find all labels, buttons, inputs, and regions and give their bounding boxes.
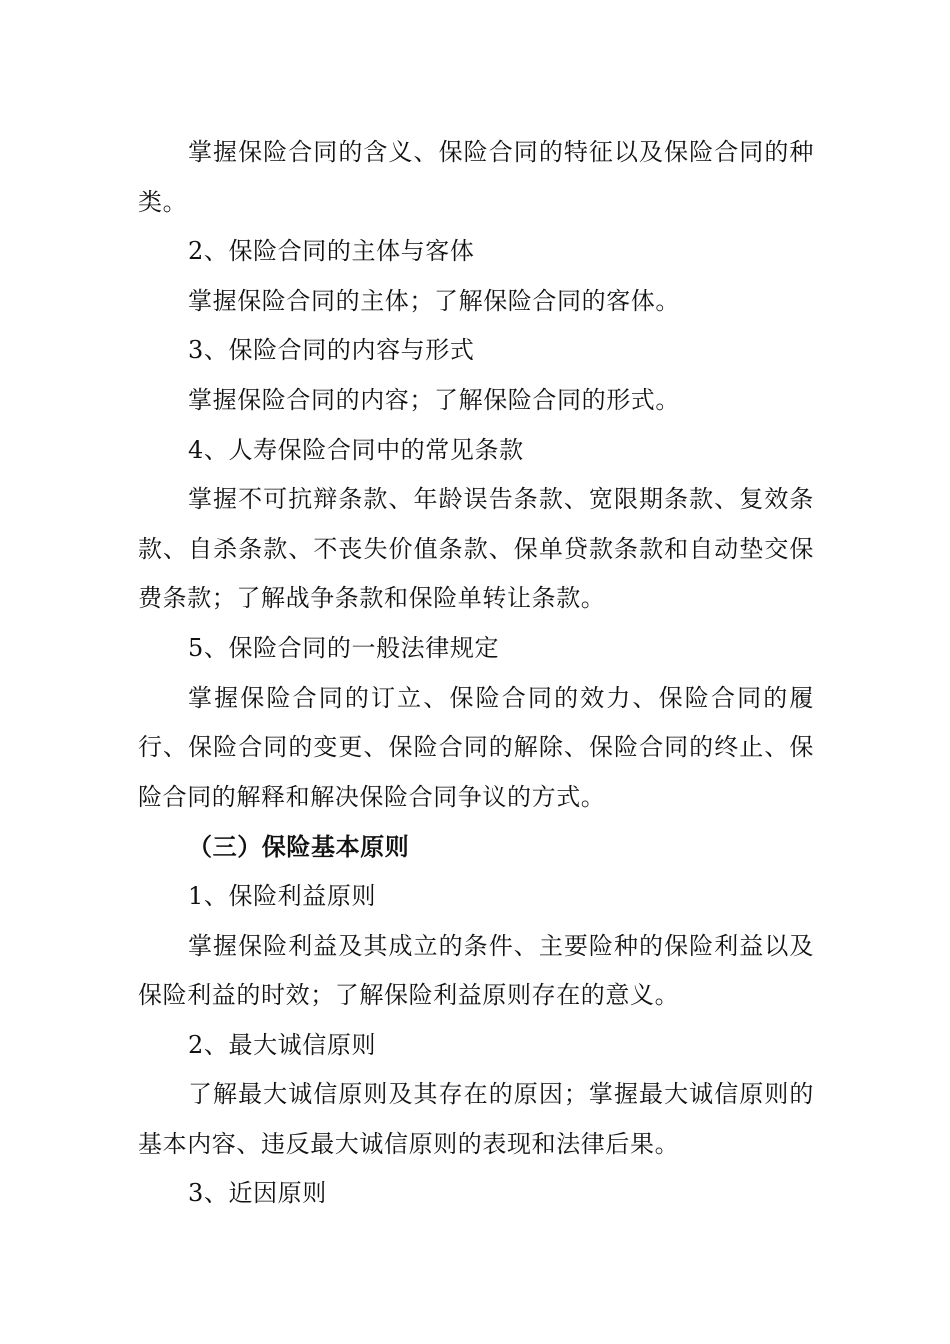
section-heading: （三）保险基本原则 [188,832,410,862]
paragraph: 掌握保险合同的含义、保险合同的特征以及保险合同的种类。 [138,138,814,216]
paragraph: 掌握保险利益及其成立的条件、主要险种的保险利益以及保险利益的时效；了解保险利益原则存在的意义。 [138,931,814,1010]
list-item-heading: 3、近因原则 [188,1179,327,1208]
paragraph: 掌握保险合同的主体；了解保险合同的客体。 [188,286,680,315]
paragraph: 掌握保险合同的内容；了解保险合同的形式。 [188,385,680,414]
list-item-heading: 2、最大诚信原则 [188,1030,377,1059]
list-item-heading: 1、保险利益原则 [188,881,377,910]
list-item-heading: 3、保险合同的内容与形式 [188,336,475,365]
document-body [138,128,814,1219]
paragraph: 掌握不可抗辩条款、年龄误告条款、宽限期条款、复效条款、自杀条款、不丧失价值条款、保单贷款条款和自动垫交保费条款；了解战争条款和保险单转让条款。 [138,485,814,613]
list-item-heading: 2、保险合同的主体与客体 [188,237,475,266]
paragraph: 掌握保险合同的订立、保险合同的效力、保险合同的履行、保险合同的变更、保险合同的解除、保险合同的终止、保险合同的解释和解决保险合同争议的方式。 [138,683,814,811]
list-item-heading: 4、人寿保险合同中的常见条款 [188,435,524,464]
list-item-heading: 5、保险合同的一般法律规定 [188,633,500,662]
paragraph: 了解最大诚信原则及其存在的原因；掌握最大诚信原则的基本内容、违反最大诚信原则的表现和法律后果。 [138,1080,814,1158]
